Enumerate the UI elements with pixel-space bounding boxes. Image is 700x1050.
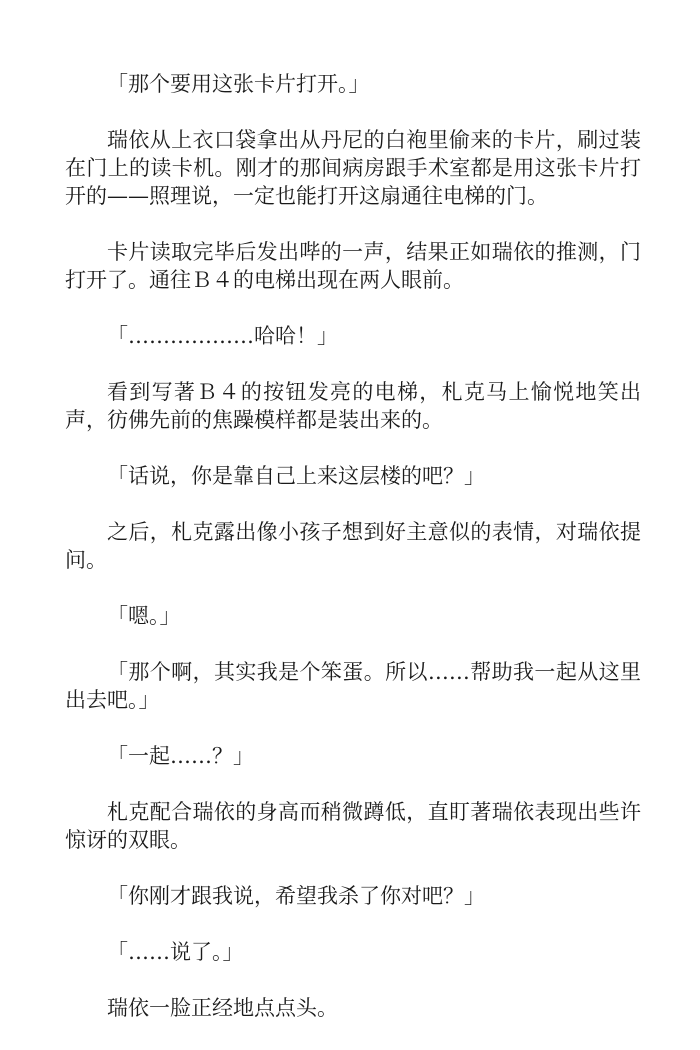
paragraph: 卡片读取完毕后发出哔的一声，结果正如瑞依的推测，门打开了。通往Ｂ４的电梯出现在两人眼前。 <box>65 240 641 292</box>
paragraph: 「……说了。」 <box>107 940 244 964</box>
paragraph: 瑞依从上衣口袋拿出从丹尼的白袍里偷来的卡片，刷过装在门上的读卡机。刚才的那间病房跟手术室都是用这张卡片打开的——照理说，一定也能打开这扇通往电梯的门。 <box>65 128 641 208</box>
paragraph: 「一起……？」 <box>107 744 254 768</box>
paragraph: 札克配合瑞依的身高而稍微蹲低，直盯著瑞依表现出些许惊讶的双眼。 <box>65 800 641 852</box>
paragraph: 看到写著Ｂ４的按钮发亮的电梯，札克马上愉悦地笑出声，彷佛先前的焦躁模样都是装出来的。 <box>65 380 641 432</box>
paragraph: 「………………哈哈！」 <box>107 324 338 348</box>
page-body <box>65 70 641 1050</box>
paragraph: 「你刚才跟我说，希望我杀了你对吧？」 <box>107 884 485 908</box>
paragraph: 「那个啊，其实我是个笨蛋。所以……帮助我一起从这里出去吧。」 <box>65 660 641 712</box>
paragraph: 「那个要用这张卡片打开。」 <box>107 72 370 96</box>
paragraph: 「嗯。」 <box>107 604 181 628</box>
paragraph: 之后，札克露出像小孩子想到好主意似的表情，对瑞依提问。 <box>65 520 641 572</box>
paragraph: 「话说，你是靠自己上来这层楼的吧？」 <box>107 464 485 488</box>
paragraph: 瑞依一脸正经地点点头。 <box>107 996 338 1020</box>
